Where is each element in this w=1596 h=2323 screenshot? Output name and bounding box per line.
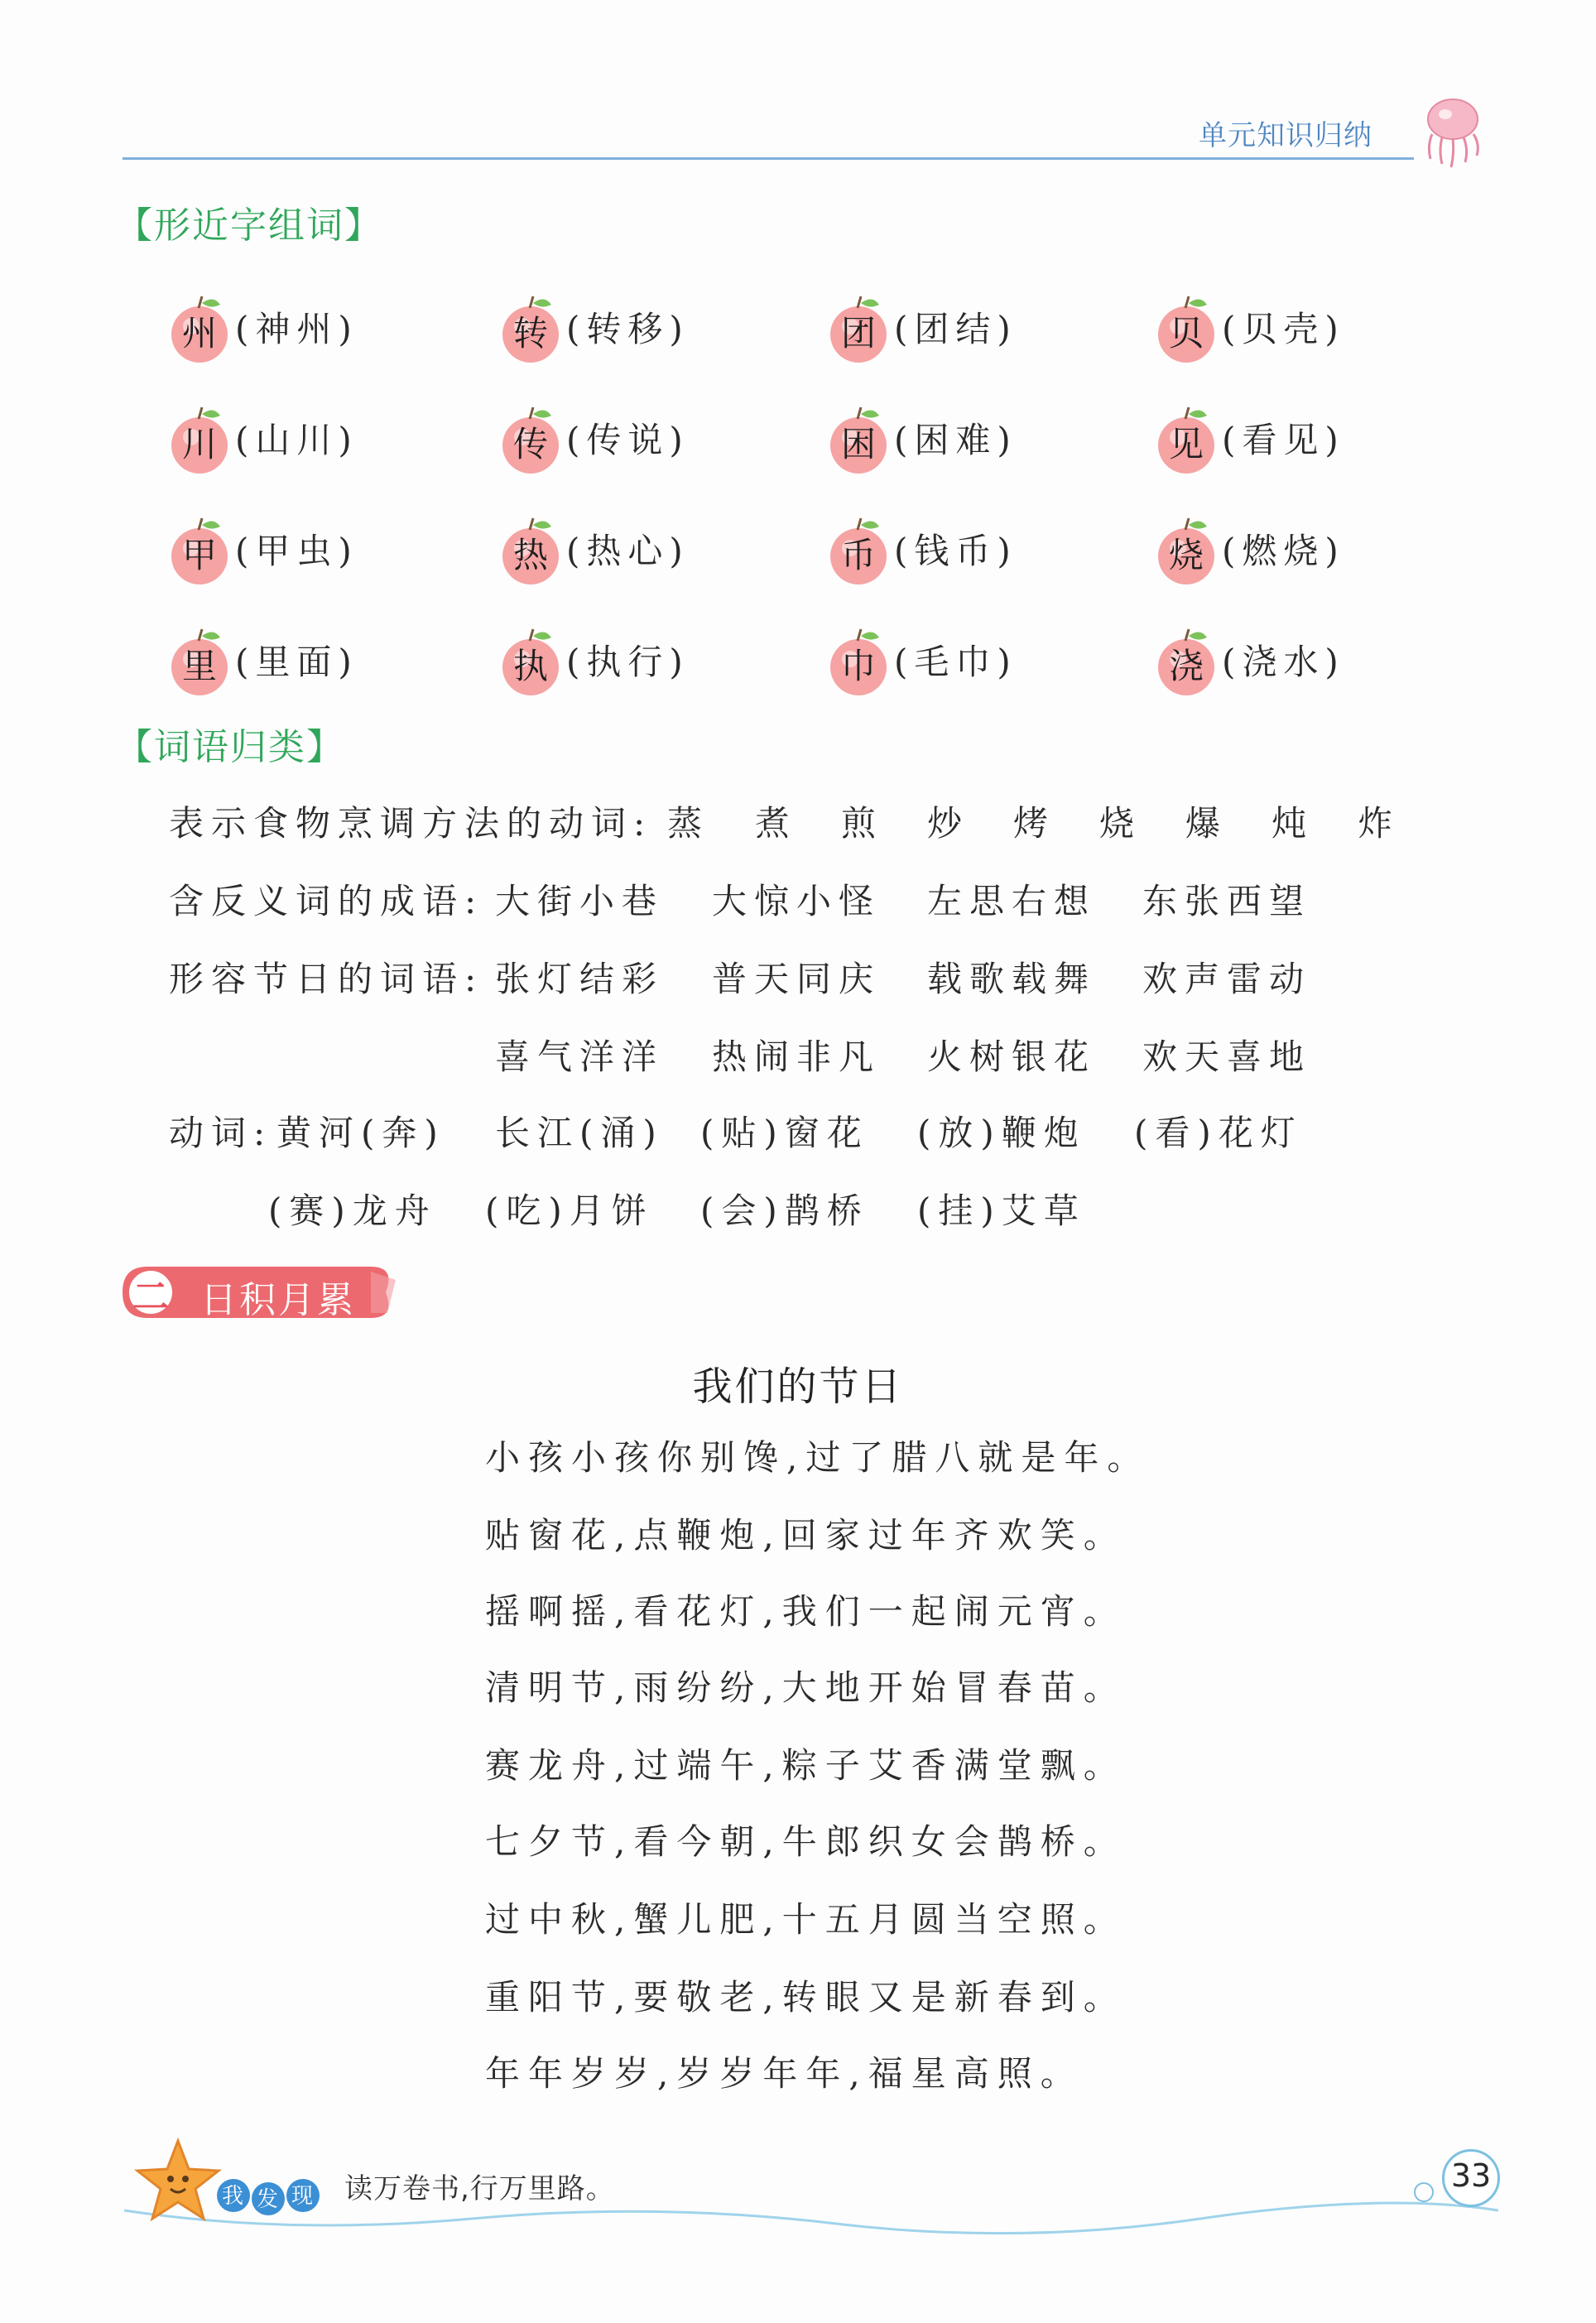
grid-item: 贝 (贝壳): [1152, 290, 1345, 364]
apple-icon: 团: [824, 290, 892, 364]
poem-line: 重阳节,要敬老,转眼又是新春到。: [485, 1977, 1127, 2018]
classify-item: (会)鹊桥: [700, 1190, 869, 1231]
classify-item: 左思右想: [927, 881, 1097, 921]
footer-bubbles: [215, 2171, 323, 2220]
grid-item: 甲 (甲虫): [166, 512, 358, 586]
grid-item: 团 (团结): [824, 290, 1017, 364]
classify-item: 蒸: [667, 803, 710, 844]
classify-item: 大惊小怪: [712, 881, 882, 921]
classify-label: 动词:: [169, 1113, 273, 1153]
section-label: 日积月累: [200, 1279, 356, 1321]
classify-item: (放)鞭炮: [917, 1113, 1086, 1153]
classify-item: 煮: [755, 803, 798, 844]
classify-item: (看)花灯: [1134, 1113, 1303, 1153]
classify-item: 东张西望: [1142, 881, 1312, 921]
grid-item: 川 (山川): [166, 401, 358, 475]
classify-item: 欢声雷动: [1142, 959, 1312, 999]
similar-chars-heading: 【形近字组词】: [116, 204, 382, 247]
classify-item: (赛)龙舟: [268, 1190, 437, 1231]
grid-item: 州 (神州): [166, 290, 358, 364]
apple-icon: 困: [824, 401, 892, 475]
apple-icon: 执: [497, 623, 565, 697]
apple-icon: 甲: [166, 512, 233, 586]
classify-item: 载歌载舞: [927, 959, 1097, 999]
jellyfish-icon: [1407, 91, 1498, 174]
decor-circle: [1414, 2182, 1434, 2202]
classify-item: (贴)窗花: [700, 1113, 869, 1153]
poem-line: 过中秋,蟹儿肥,十五月圆当空照。: [485, 1899, 1127, 1940]
apple-icon: 热: [497, 512, 565, 586]
poem-line: 贴窗花,点鞭炮,回家过年齐欢笑。: [485, 1515, 1127, 1556]
classify-item: 大街小巷: [495, 881, 665, 921]
page-number: 33: [1450, 2157, 1492, 2194]
section-number: 二: [132, 1276, 169, 1318]
apple-icon: 浇: [1152, 623, 1220, 697]
grid-item: 热 (热心): [497, 512, 690, 586]
apple-icon: 转: [497, 290, 565, 364]
classify-item: 炸: [1358, 803, 1401, 844]
grid-item: 浇 (浇水): [1152, 623, 1345, 697]
grid-item: 里 (里面): [166, 623, 358, 697]
grid-item: 烧 (燃烧): [1152, 512, 1345, 586]
classify-item: 炖: [1272, 803, 1315, 844]
grid-item: 转 (转移): [497, 290, 690, 364]
apple-icon: 见: [1152, 401, 1220, 475]
classify-item: 欢天喜地: [1142, 1036, 1312, 1077]
classify-item: 煎: [841, 803, 884, 844]
grid-item: 巾 (毛巾): [824, 623, 1017, 697]
classify-item: 爆: [1185, 803, 1228, 844]
grid-item: 见 (看见): [1152, 401, 1345, 475]
apple-icon: 贝: [1152, 290, 1220, 364]
classify-item: 烤: [1013, 803, 1056, 844]
classify-item: 喜气洋洋: [495, 1036, 665, 1077]
bubble-text: 我: [222, 2184, 244, 2209]
apple-icon: 巾: [824, 623, 892, 697]
grid-item: 困 (困难): [824, 401, 1017, 475]
header-title: 单元知识归纳: [1199, 119, 1372, 152]
bubble-text: 发: [257, 2187, 279, 2212]
apple-icon: 传: [497, 401, 565, 475]
classify-item: 张灯结彩: [495, 959, 665, 999]
classify-item: (吃)月饼: [485, 1190, 654, 1231]
classify-item: 炒: [927, 803, 970, 844]
grid-item: 执 (执行): [497, 623, 690, 697]
apple-icon: 币: [824, 512, 892, 586]
grid-item: 传 (传说): [497, 401, 690, 475]
poem-title: 我们的节日: [692, 1364, 904, 1410]
classify-item: (挂)艾草: [917, 1190, 1086, 1231]
classify-item: 长江(涌): [495, 1113, 664, 1153]
bubble-text: 现: [291, 2184, 314, 2209]
apple-icon: 烧: [1152, 512, 1220, 586]
poem-line: 小孩小孩你别馋,过了腊八就是年。: [485, 1437, 1151, 1478]
classify-label: 含反义词的成语:: [169, 881, 484, 921]
poem-line: 年年岁岁,岁岁年年,福星高照。: [485, 2053, 1084, 2094]
apple-icon: 州: [166, 290, 233, 364]
classify-label: 形容节日的词语:: [169, 959, 484, 999]
footer-motto: 读万卷书,行万里路。: [344, 2172, 615, 2205]
poem-line: 清明节,雨纷纷,大地开始冒春苗。: [485, 1667, 1127, 1708]
star-icon: [132, 2136, 224, 2227]
poem-line: 七夕节,看今朝,牛郎织女会鹊桥。: [485, 1821, 1127, 1862]
classify-item: 普天同庆: [712, 959, 882, 999]
classify-item: 火树银花: [927, 1036, 1097, 1077]
classify-label: 表示食物烹调方法的动词:: [169, 803, 653, 844]
footer-wave: [124, 2177, 1498, 2244]
header-rule: [123, 157, 1414, 160]
classify-item: 黄河(奔): [276, 1113, 445, 1153]
poem-line: 赛龙舟,过端午,粽子艾香满堂飘。: [485, 1745, 1127, 1786]
apple-icon: 里: [166, 623, 233, 697]
apple-icon: 川: [166, 401, 233, 475]
poem-line: 摇啊摇,看花灯,我们一起闹元宵。: [485, 1591, 1127, 1632]
classify-item: 烧: [1099, 803, 1142, 844]
classify-item: 热闹非凡: [712, 1036, 882, 1077]
classify-heading: 【词语归类】: [116, 726, 344, 768]
grid-item: 币 (钱币): [824, 512, 1017, 586]
